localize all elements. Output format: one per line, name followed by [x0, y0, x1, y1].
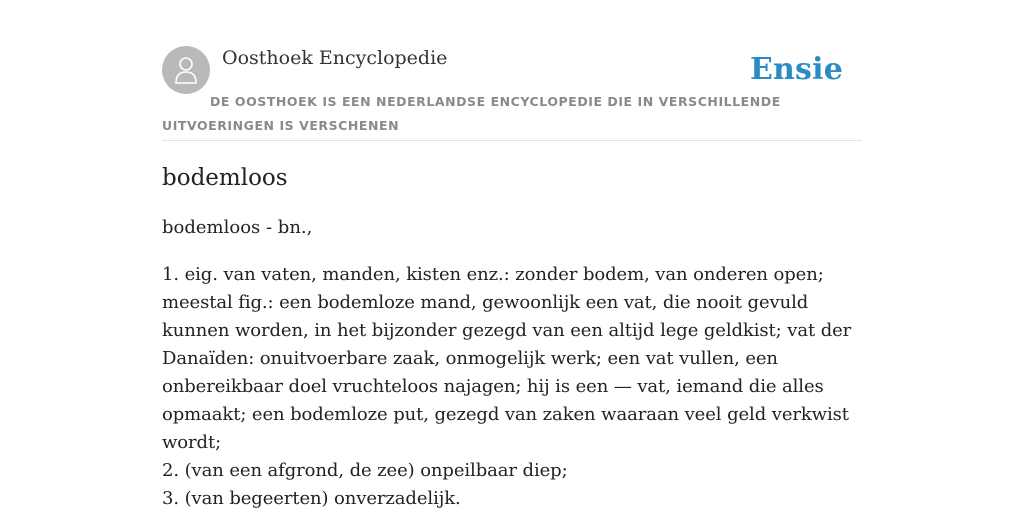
definition-item: 3. (van begeerten) onverzadelijk. [162, 488, 461, 509]
user-icon [174, 56, 198, 84]
entry-content [162, 162, 872, 512]
definition-item: 2. (van een afgrond, de zee) onpeilbaar diep; [162, 460, 568, 481]
source-title[interactable]: Oosthoek Encyclopedie [222, 47, 448, 69]
avatar[interactable] [162, 46, 210, 94]
definition-item: 1. eig. van vaten, manden, kisten enz.: zonder bodem, van onderen open; meestal fig.: een bodemloze mand, gewoonlijk een vat, die nooit gevuld kunnen worden, in het bijzonder gezegd van een altijd lege geldkist; vat der Danaïden: onuitvoerbare zaak, onmogelijk werk; een vat vullen, een onbereikbaar doel vruchteloos najagen; hij is een — vat, iemand die alles opmaakt; een bodemloze put, gezegd van zaken waaraan veel geld verkwist wordt; [162, 264, 852, 453]
brand-logo[interactable]: Ensie [749, 52, 843, 87]
source-subtitle: DE OOSTHOEK IS EEN NEDERLANDSE ENCYCLOPEDIE DIE IN VERSCHILLENDE UITVOERINGEN IS VERSCHENEN [162, 94, 781, 133]
source-header [162, 46, 862, 141]
entry-lead: bodemloos - bn., [162, 217, 313, 238]
entry-title: bodemloos [162, 165, 288, 191]
definition-list [162, 261, 872, 512]
